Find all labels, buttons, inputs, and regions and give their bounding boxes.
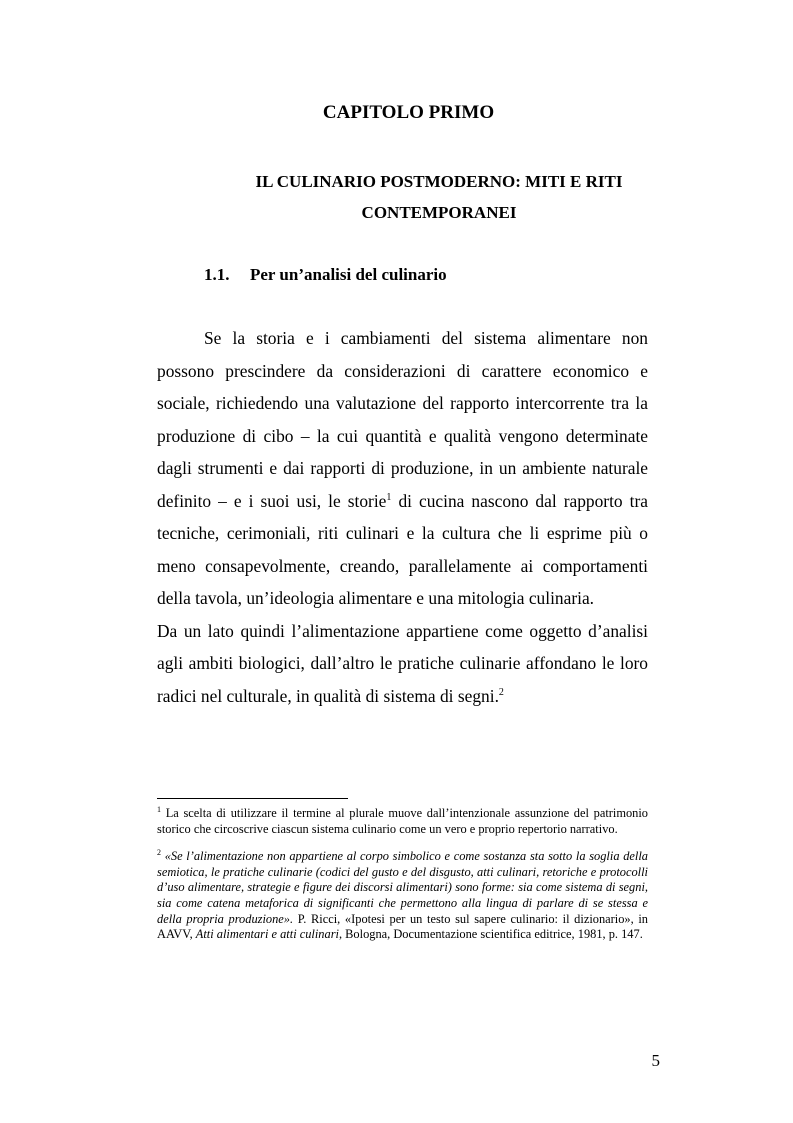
section-heading bbox=[204, 263, 447, 287]
footnote-2 bbox=[157, 849, 648, 943]
footnote-reference-2[interactable]: 2 bbox=[498, 686, 504, 698]
body-paragraph-1 bbox=[157, 322, 648, 615]
footnote-2-mark: 2 bbox=[157, 848, 161, 858]
footnote-2-citation-a: P. Ricci, «Ipotesi per un testo sul sapere culinario: il dizionario», in AAVV, bbox=[157, 911, 649, 942]
body-paragraph-1-part-a: Se la storia e i cambiamenti del sistema alimentare non possono prescindere da considerazioni di carattere economico e sociale, richiedendo una valutazione del rapporto intercorrente tra la produzione di cibo – la cui quantità e qualità vengono determinate dagli strumenti e dai rapporti di produzione, in un ambiente naturale definito – e i suoi usi, le storie bbox=[157, 328, 648, 511]
body-text bbox=[157, 322, 648, 712]
footnote-reference-1[interactable]: 1 bbox=[386, 491, 392, 503]
footnote-1 bbox=[157, 806, 648, 837]
footnote-2-citation-b: , Bologna, Documentazione scientifica editrice, 1981, p. 147. bbox=[338, 927, 643, 942]
footnote-separator bbox=[157, 798, 348, 799]
footnote-2-quote: «Se l’alimentazione non appartiene al corpo simbolico e come sostanza sta sotto la soglia della semiotica, le pratiche culinarie (codici del gusto e del disgusto, atti culinari, retoriche e protocolli d’uso alimentare, strategie e figure dei discorsi alimentari) sono forme: sia come sistema di segni, sia come catena metaforica di significanti che permettono alla lingua di parlare di se stessa e della propria produzione». bbox=[157, 849, 648, 926]
chapter-subtitle bbox=[200, 166, 678, 228]
chapter-subtitle-line2: CONTEMPORANEI bbox=[361, 203, 517, 222]
chapter-title: CAPITOLO PRIMO bbox=[322, 102, 495, 123]
chapter-subtitle-line1: IL CULINARIO POSTMODERNO: MITI E RITI bbox=[255, 172, 623, 191]
body-paragraph-2 bbox=[157, 615, 648, 713]
section-number: 1.1. bbox=[204, 265, 230, 284]
footnote-2-book-title: Atti alimentari e atti culinari bbox=[195, 927, 339, 942]
body-paragraph-2-text: Da un lato quindi l’alimentazione appartiene come oggetto d’analisi agli ambiti biologici, dall’altro le pratiche culinarie affondano le loro radici nel culturale, in qualità di sistema di segni. bbox=[157, 620, 648, 706]
footnote-1-text: La scelta di utilizzare il termine al plurale muove dall’intenzionale assunzione del patrimonio storico che circoscrive ciascun sistema culinario come un vero e proprio repertorio narrativo. bbox=[157, 806, 648, 836]
page-number: 5 bbox=[651, 1051, 660, 1070]
footnote-1-mark: 1 bbox=[157, 804, 161, 814]
footnotes bbox=[157, 806, 648, 955]
section-title: Per un’analisi del culinario bbox=[250, 265, 447, 284]
body-paragraph-1-part-b: di cucina nascono dal rapporto tra tecniche, cerimoniali, riti culinari e la cultura che li esprime più o meno consapevolmente, creando, parallelamente ai comportamenti della tavola, un’ideologia alimentare e una mitologia culinaria. bbox=[157, 490, 649, 608]
